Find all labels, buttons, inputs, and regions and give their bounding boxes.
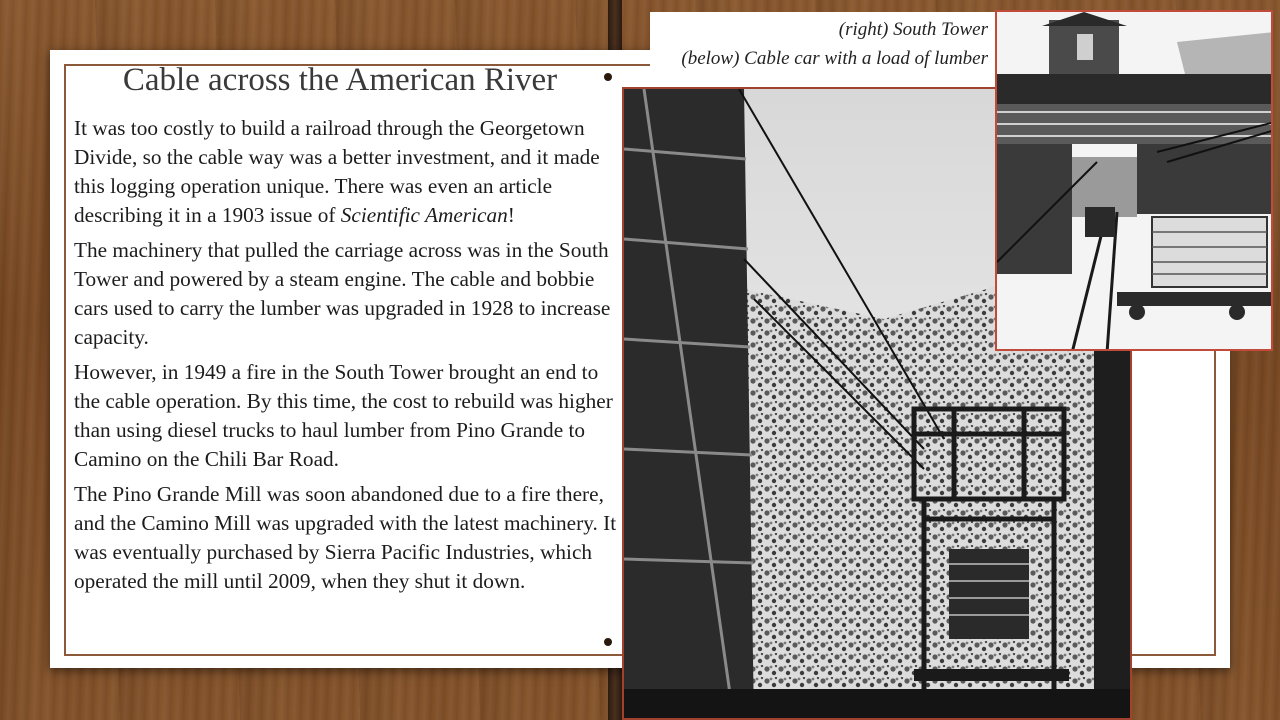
frame-tick-top xyxy=(604,73,612,81)
slide-title: Cable across the American River xyxy=(122,62,558,98)
magazine-title: Scientific American xyxy=(340,203,508,227)
south-tower-photo xyxy=(995,10,1273,351)
frame-tick-bottom xyxy=(604,638,612,646)
caption-box xyxy=(650,12,996,80)
south-tower-photo-art xyxy=(997,12,1273,351)
caption-cable-car: (below) Cable car with a load of lumber xyxy=(681,48,988,69)
caption-south-tower: (right) South Tower xyxy=(838,19,988,40)
paragraph-3: However, in 1949 a fire in the South Tower brought an end to the cable operation. By this time, the cost to rebuild was higher than using diesel trucks to haul lumber from Pino Grande to Camino on the Chili Bar Road. xyxy=(74,360,613,471)
slide-body xyxy=(74,114,619,602)
paragraph-1: It was too costly to build a railroad through the Georgetown Divide, so the cable way was a better investment, and it made this logging operation unique. There was even an article describing it in a 1903 issue of Scientific American! xyxy=(74,116,600,227)
paragraph-4: The Pino Grande Mill was soon abandoned due to a fire there, and the Camino Mill was upgraded with the latest machinery. It was eventually purchased by Sierra Pacific Industries, which operated the mill until 2009, when they shut it down. xyxy=(74,482,617,593)
paragraph-2: The machinery that pulled the carriage across was in the South Tower and powered by a steam engine. The cable and bobbie cars used to carry the lumber was upgraded in 1928 to increase capacity. xyxy=(74,238,611,349)
